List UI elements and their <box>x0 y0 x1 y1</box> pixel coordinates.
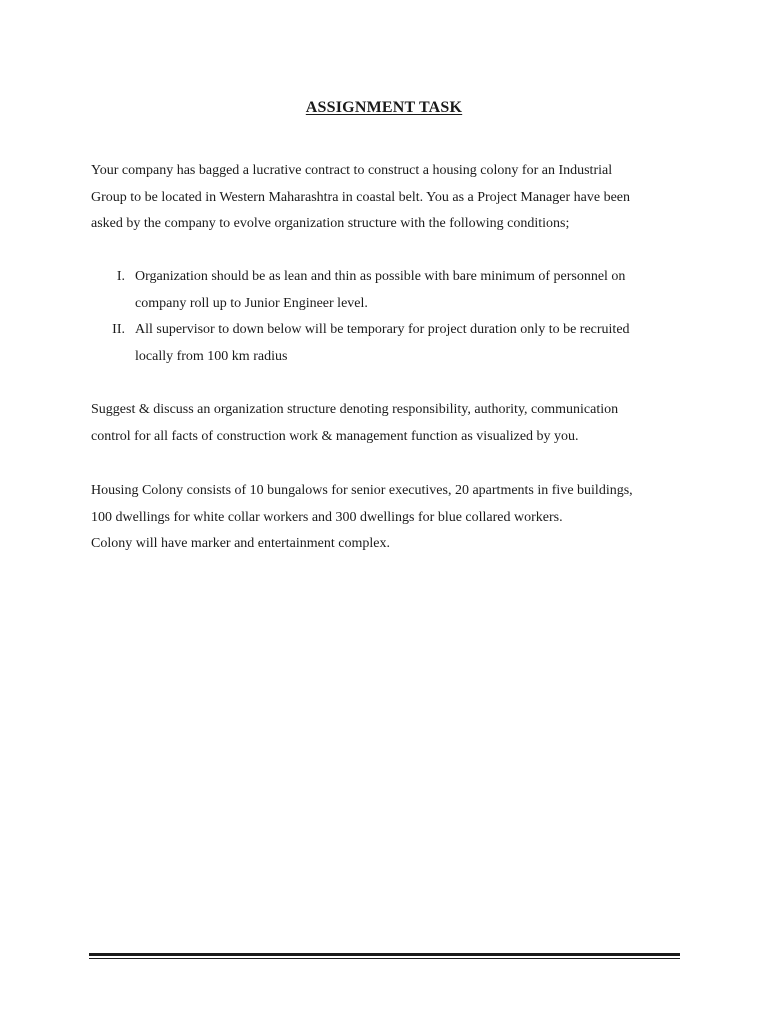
intro-line: asked by the company to evolve organization structure with the following conditions; <box>91 216 570 231</box>
condition-line: company roll up to Junior Engineer level. <box>135 295 368 311</box>
condition-line: All supervisor to down below will be temporary for project duration only to be recruited <box>135 322 630 337</box>
task-line: Suggest & discuss an organization structure denoting responsibility, authority, communication <box>91 402 619 417</box>
intro-line: Your company has bagged a lucrative contract to construct a housing colony for an Industrial <box>91 163 613 178</box>
intro-line: Group to be located in Western Maharashtra in coastal belt. You as a Project Manager have been <box>91 189 630 205</box>
condition-line: Organization should be as lean and thin as possible with bare minimum of personnel on <box>135 269 626 284</box>
condition-number: I. <box>116 269 125 284</box>
condition-line: locally from 100 km radius <box>135 348 288 364</box>
conditions-list <box>91 264 691 370</box>
footer-divider <box>89 953 680 956</box>
intro-paragraph <box>91 158 691 238</box>
condition-item <box>91 317 691 370</box>
colony-line: 100 dwellings for white collar workers and 300 dwellings for blue collared workers. <box>91 509 563 525</box>
document-title: ASSIGNMENT TASK <box>305 99 463 116</box>
colony-paragraph <box>91 478 691 558</box>
condition-number: II. <box>112 322 125 337</box>
colony-line: Housing Colony consists of 10 bungalows for senior executives, 20 apartments in five buildings, <box>91 483 633 498</box>
condition-item <box>91 264 691 317</box>
colony-line: Colony will have marker and entertainment complex. <box>91 536 390 551</box>
task-paragraph <box>91 397 691 450</box>
task-line: control for all facts of construction work & management function as visualized by you. <box>91 428 579 444</box>
